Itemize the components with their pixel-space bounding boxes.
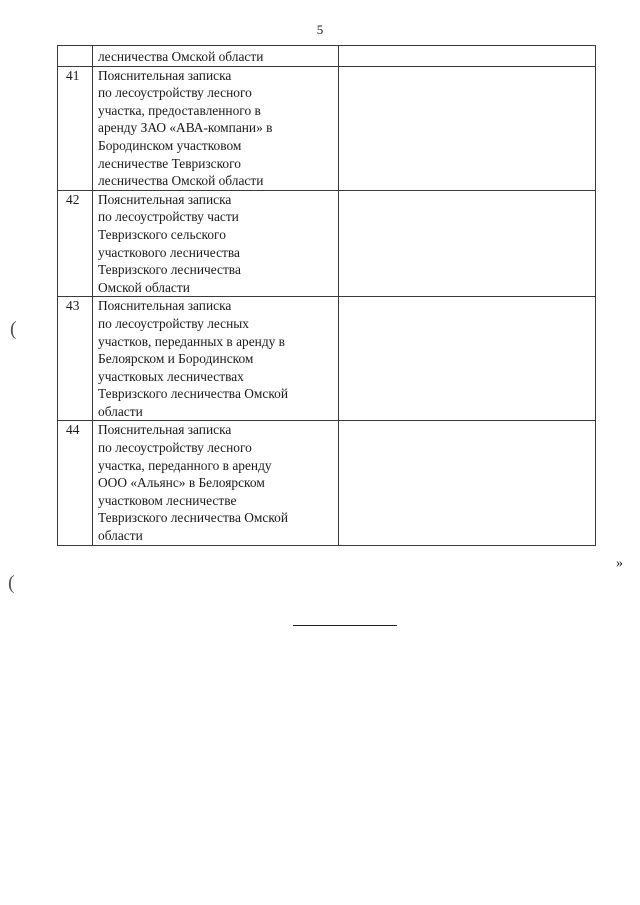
end-separator-line	[293, 625, 397, 626]
documents-table	[57, 45, 596, 546]
document-title: Пояснительная записка по лесоустройству части Тевризского сельского участкового лесничества Тевризского лесничества Омской области	[93, 190, 339, 297]
margin-mark: (	[10, 318, 17, 340]
row-number: 41	[58, 66, 93, 190]
empty-cell	[339, 421, 596, 545]
table-row	[58, 46, 596, 67]
document-title: лесничества Омской области	[93, 46, 339, 67]
document-title: Пояснительная записка по лесоустройству лесного участка, предоставленного в аренду ЗАО «АВА-компани» в Бородинском участковом лесничестве Тевризского лесничества Омской области	[93, 66, 339, 190]
row-number: 42	[58, 190, 93, 297]
table-row	[58, 190, 596, 297]
empty-cell	[339, 190, 596, 297]
row-number: 43	[58, 297, 93, 421]
row-number	[58, 46, 93, 67]
empty-cell	[339, 297, 596, 421]
margin-mark: (	[8, 572, 15, 594]
empty-cell	[339, 66, 596, 190]
table-row	[58, 297, 596, 421]
table-row	[58, 66, 596, 190]
row-number: 44	[58, 421, 93, 545]
document-title: Пояснительная записка по лесоустройству лесного участка, переданного в аренду ООО «Альянс» в Белоярском участковом лесничестве Тевризского лесничества Омской области	[93, 421, 339, 545]
closing-quote: »	[616, 556, 623, 571]
empty-cell	[339, 46, 596, 67]
document-title: Пояснительная записка по лесоустройству лесных участков, переданных в аренду в Белоярском и Бородинском участковых лесничествах Тевризского лесничества Омской области	[93, 297, 339, 421]
table-row	[58, 421, 596, 545]
page-number: 5	[316, 22, 324, 37]
